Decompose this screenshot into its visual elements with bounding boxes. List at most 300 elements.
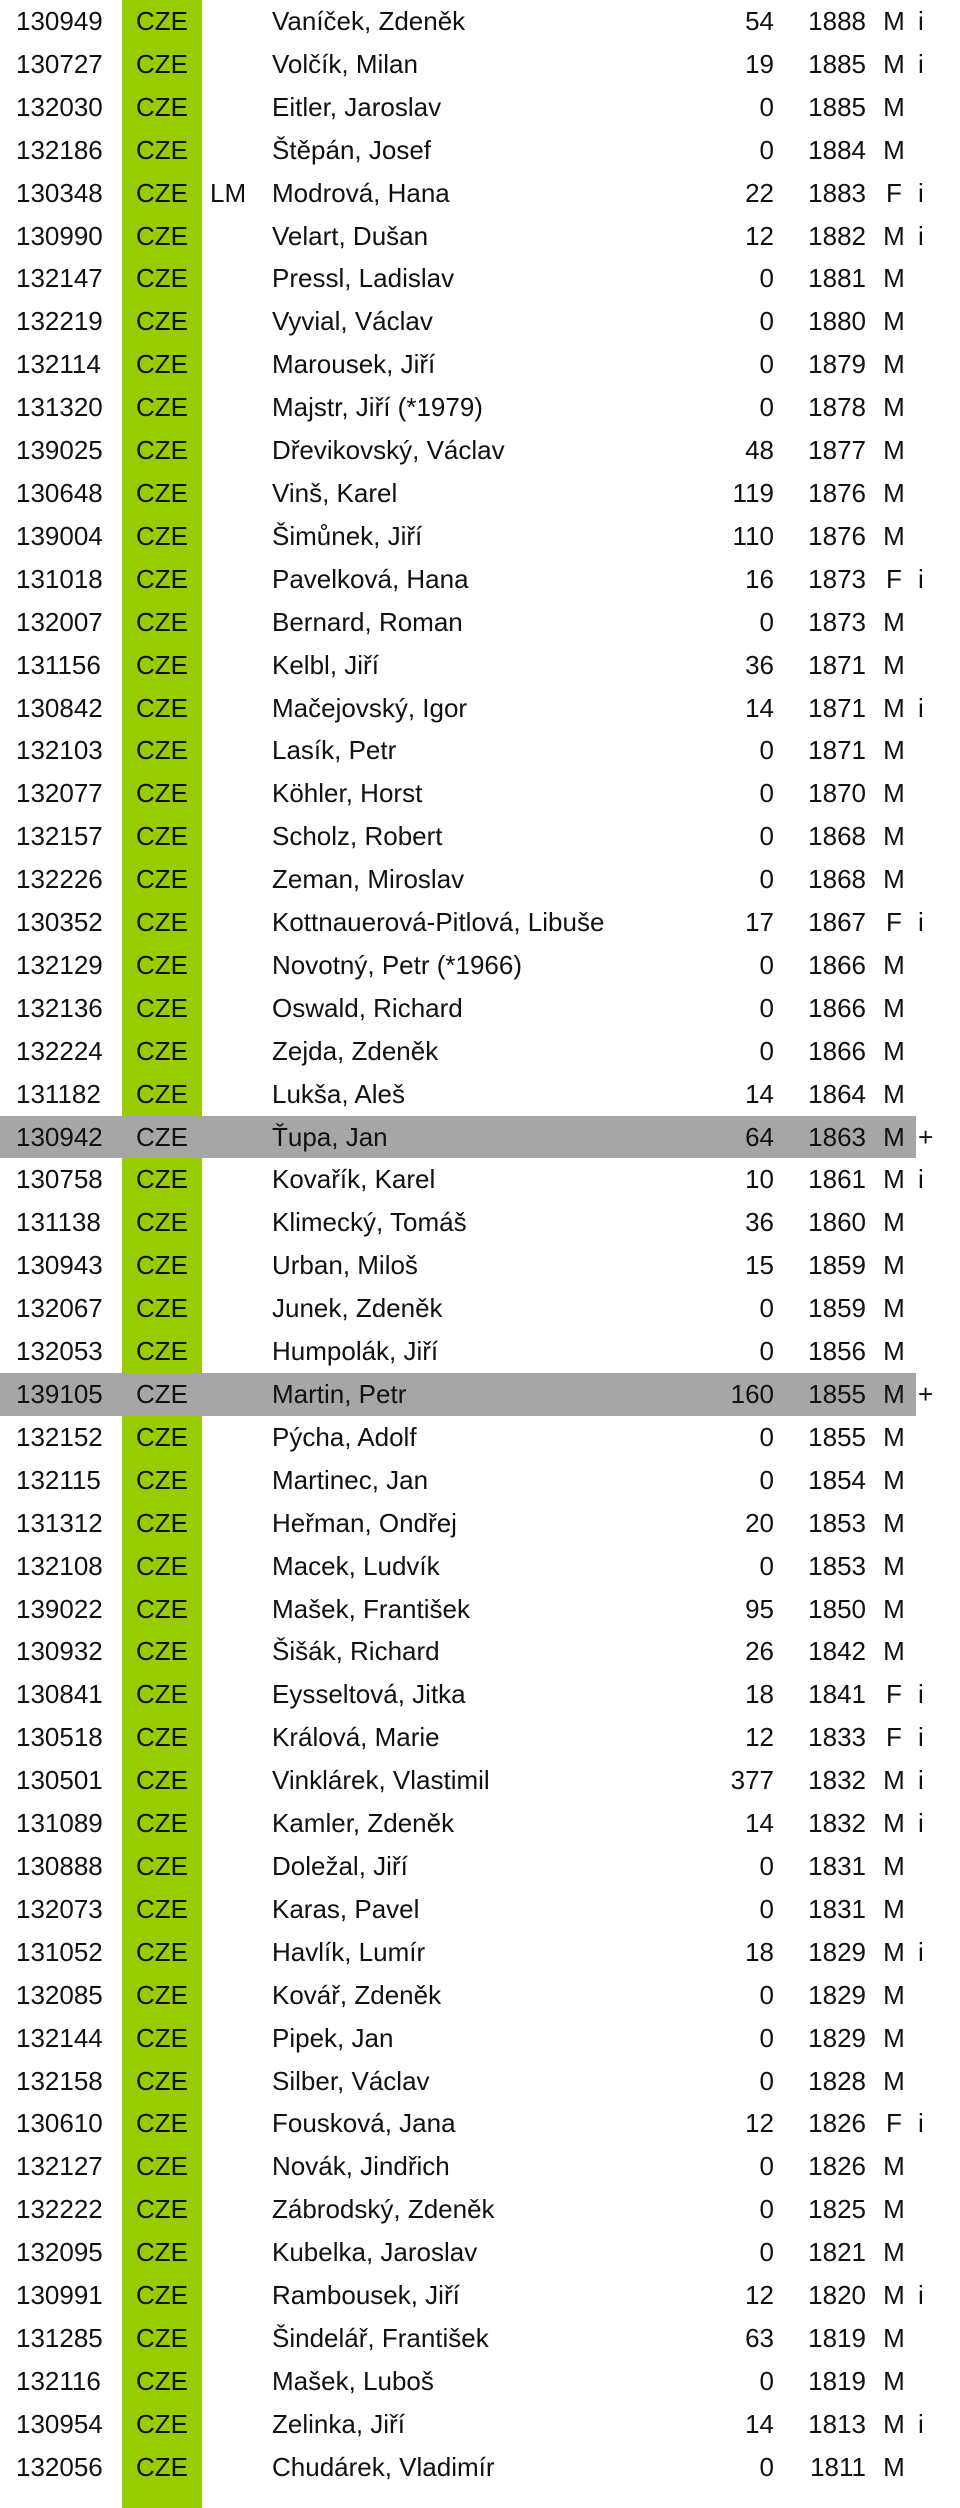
sex: M — [883, 649, 905, 680]
sex: M — [883, 1464, 905, 1495]
federation: CZE — [136, 263, 188, 294]
player-title — [202, 2060, 266, 2103]
player-name: Vaníček, Zdeněk — [272, 6, 466, 36]
player-name: Köhler, Horst — [272, 778, 423, 809]
status-flag: + — [918, 1379, 934, 1409]
rating-value: 1856 — [808, 1336, 866, 1367]
status-flag — [916, 2360, 960, 2403]
player-name: Kovář, Zdeněk — [272, 1979, 442, 2010]
player-id: 139025 — [16, 435, 103, 466]
federation: CZE — [136, 2451, 188, 2482]
player-title — [202, 1073, 266, 1116]
federation: CZE — [136, 1636, 188, 1667]
player-id: 132224 — [16, 1035, 103, 1066]
player-id: 130942 — [0, 1116, 122, 1159]
player-name: Havlík, Lumír — [272, 1936, 426, 1967]
status-flag: i — [918, 1164, 924, 1195]
games-count: 110 — [732, 520, 774, 551]
table-row — [0, 300, 960, 343]
player-name: Mašek, František — [272, 1593, 470, 1624]
rating-value: 1821 — [808, 2237, 866, 2268]
player-name: Klimecký, Tomáš — [272, 1207, 467, 1238]
sex: M — [883, 6, 905, 36]
sex: M — [883, 2408, 905, 2439]
games-count: 14 — [745, 1078, 774, 1109]
games-count: 0 — [759, 1421, 774, 1452]
games-count: 14 — [745, 2408, 774, 2439]
table-row — [0, 2145, 960, 2188]
federation: CZE — [136, 134, 188, 165]
status-flag — [916, 1888, 960, 1931]
federation: CZE — [136, 2108, 188, 2139]
status-flag — [916, 858, 960, 901]
games-count: 160 — [666, 1373, 780, 1416]
games-count: 0 — [759, 2022, 774, 2053]
status-flag — [916, 1073, 960, 1116]
rating-value: 1885 — [808, 48, 866, 79]
sex: M — [883, 2151, 905, 2182]
player-id: 130991 — [16, 2280, 103, 2311]
status-flag — [916, 729, 960, 772]
rating-value: 1811 — [810, 2451, 866, 2482]
games-count: 0 — [759, 2451, 774, 2482]
player-id: 130648 — [16, 477, 103, 508]
table-row — [0, 343, 960, 386]
federation: CZE — [136, 520, 188, 551]
federation: CZE — [136, 735, 188, 766]
table-row — [0, 944, 960, 987]
player-name: Macek, Ludvík — [272, 1550, 440, 1581]
games-count: 22 — [745, 177, 774, 208]
rating-value: 1855 — [780, 1373, 872, 1416]
status-flag — [916, 815, 960, 858]
table-row — [0, 472, 960, 515]
status-flag — [916, 2060, 960, 2103]
federation: CZE — [136, 306, 188, 337]
rating-value: 1881 — [808, 263, 866, 294]
player-title — [202, 1802, 266, 1845]
games-count: 0 — [759, 91, 774, 122]
federation: CZE — [136, 1893, 188, 1924]
player-id: 132073 — [16, 1893, 103, 1924]
rating-value: 1861 — [808, 1164, 866, 1195]
player-id: 132067 — [16, 1293, 103, 1324]
player-id: 131052 — [16, 1936, 103, 1967]
rating-value: 1853 — [808, 1550, 866, 1581]
sex: F — [886, 2108, 902, 2139]
sex: F — [886, 907, 902, 938]
federation: CZE — [136, 1808, 188, 1839]
player-name: Fousková, Jana — [272, 2108, 456, 2139]
player-name: Majstr, Jiří (*1979) — [272, 392, 483, 423]
player-id: 130352 — [16, 907, 103, 938]
player-title — [202, 1545, 266, 1588]
games-count: 0 — [759, 1336, 774, 1367]
rating-value: 1819 — [808, 2365, 866, 2396]
table-row — [0, 1073, 960, 1116]
player-id: 131018 — [16, 563, 103, 594]
federation: CZE — [136, 821, 188, 852]
federation: CZE — [136, 864, 188, 895]
rating-value: 1855 — [808, 1421, 866, 1452]
player-title — [202, 772, 266, 815]
games-count: 26 — [745, 1636, 774, 1667]
player-id: 130758 — [16, 1164, 103, 1195]
player-name: Heřman, Ondřej — [272, 1507, 457, 1538]
player-title — [202, 1974, 266, 2017]
sex: M — [883, 1164, 905, 1195]
games-count: 48 — [745, 435, 774, 466]
player-id: 132129 — [16, 949, 103, 980]
table-row — [0, 257, 960, 300]
status-flag: i — [918, 907, 924, 938]
player-title — [202, 901, 266, 944]
player-title — [202, 1588, 266, 1631]
sex: M — [883, 263, 905, 294]
table-row — [0, 1459, 960, 1502]
player-name: Šimůnek, Jiří — [272, 520, 423, 551]
player-name: Karas, Pavel — [272, 1893, 420, 1924]
games-count: 0 — [759, 992, 774, 1023]
federation: CZE — [136, 907, 188, 938]
player-title — [202, 1287, 266, 1330]
sex: M — [883, 2322, 905, 2353]
player-id: 130610 — [16, 2108, 103, 2139]
games-count: 36 — [745, 1207, 774, 1238]
player-name: Bernard, Roman — [272, 606, 463, 637]
rating-value: 1859 — [808, 1293, 866, 1324]
table-row — [0, 644, 960, 687]
games-count: 10 — [745, 1164, 774, 1195]
player-name: Scholz, Robert — [272, 821, 443, 852]
player-id: 131089 — [16, 1808, 103, 1839]
games-count: 0 — [759, 2237, 774, 2268]
player-id: 130954 — [16, 2408, 103, 2439]
player-name: Marousek, Jiří — [272, 349, 436, 380]
status-flag — [916, 1630, 960, 1673]
federation: CZE — [136, 1078, 188, 1109]
rating-value: 1842 — [808, 1636, 866, 1667]
player-id: 132077 — [16, 778, 103, 809]
player-title — [202, 1502, 266, 1545]
table-row — [0, 1373, 960, 1416]
player-name: Junek, Zdeněk — [272, 1293, 443, 1324]
player-id: 131182 — [16, 1078, 101, 1109]
games-count: 0 — [759, 778, 774, 809]
sex: M — [883, 821, 905, 852]
table-row — [0, 129, 960, 172]
table-row — [0, 1116, 960, 1159]
player-id: 130842 — [16, 692, 103, 723]
rating-value: 1876 — [808, 520, 866, 551]
rating-value: 1866 — [808, 949, 866, 980]
player-name: Eysseltová, Jitka — [272, 1679, 466, 1710]
rating-value: 1866 — [808, 992, 866, 1023]
player-name: Novotný, Petr (*1966) — [272, 949, 523, 980]
table-row — [0, 215, 960, 258]
status-flag — [916, 129, 960, 172]
player-title — [202, 1630, 266, 1673]
federation: CZE — [136, 477, 188, 508]
rating-value: 1853 — [808, 1507, 866, 1538]
player-title — [202, 515, 266, 558]
federation: CZE — [136, 649, 188, 680]
table-row — [0, 1888, 960, 1931]
sex: M — [883, 2022, 905, 2053]
status-flag — [916, 86, 960, 129]
table-row — [0, 1974, 960, 2017]
player-name: Zelinka, Jiří — [272, 2408, 405, 2439]
player-name: Chudárek, Vladimír — [272, 2451, 495, 2482]
player-id: 132114 — [16, 349, 101, 380]
games-count: 0 — [759, 606, 774, 637]
table-row — [0, 1545, 960, 1588]
sex: M — [883, 1979, 905, 2010]
player-id: 132095 — [16, 2237, 103, 2268]
player-name: Kelbl, Jiří — [272, 649, 379, 680]
player-id: 131312 — [16, 1507, 103, 1538]
federation: CZE — [136, 1293, 188, 1324]
rating-value: 1850 — [808, 1593, 866, 1624]
player-name: Volčík, Milan — [272, 48, 418, 79]
table-row — [0, 1416, 960, 1459]
games-count: 0 — [759, 306, 774, 337]
table-row — [0, 429, 960, 472]
player-name: Zejda, Zdeněk — [272, 1035, 439, 1066]
player-name: Vyvial, Václav — [272, 306, 433, 337]
games-count: 20 — [745, 1507, 774, 1538]
player-name: Velart, Dušan — [272, 220, 429, 251]
player-title — [202, 472, 266, 515]
sex: M — [883, 1293, 905, 1324]
games-count: 0 — [759, 263, 774, 294]
federation: CZE — [136, 1936, 188, 1967]
table-row — [0, 1759, 960, 1802]
federation: CZE — [136, 220, 188, 251]
sex: M — [883, 1078, 905, 1109]
player-title — [202, 729, 266, 772]
player-name: Silber, Václav — [272, 2065, 430, 2096]
status-flag — [916, 601, 960, 644]
table-row — [0, 2231, 960, 2274]
rating-value: 1829 — [808, 1979, 866, 2010]
rating-value: 1826 — [808, 2151, 866, 2182]
table-row — [0, 1588, 960, 1631]
player-id: 132007 — [16, 606, 103, 637]
sex: M — [883, 1250, 905, 1281]
federation: CZE — [136, 91, 188, 122]
status-flag — [916, 772, 960, 815]
player-title — [202, 0, 266, 43]
sex: M — [883, 435, 905, 466]
table-row — [0, 386, 960, 429]
status-flag — [916, 2188, 960, 2231]
rating-value: 1832 — [808, 1765, 866, 1796]
games-count: 119 — [732, 477, 774, 508]
player-name: Mašek, Luboš — [272, 2365, 434, 2396]
player-title — [202, 558, 266, 601]
games-count: 0 — [759, 1893, 774, 1924]
rating-value: 1820 — [808, 2280, 866, 2311]
status-flag — [916, 1502, 960, 1545]
player-name: Vinš, Karel — [272, 477, 398, 508]
player-title — [202, 1244, 266, 1287]
games-count: 0 — [759, 1464, 774, 1495]
table-row — [0, 2188, 960, 2231]
player-id: 132056 — [16, 2451, 103, 2482]
games-count: 19 — [745, 48, 774, 79]
player-name: Králová, Marie — [272, 1722, 440, 1753]
federation: CZE — [136, 778, 188, 809]
player-title — [202, 386, 266, 429]
player-id: 131285 — [16, 2322, 103, 2353]
games-count: 0 — [759, 949, 774, 980]
federation: CZE — [136, 992, 188, 1023]
rating-value: 1863 — [780, 1116, 872, 1159]
status-flag: i — [918, 1722, 924, 1753]
player-id: 132158 — [16, 2065, 103, 2096]
status-flag — [916, 1201, 960, 1244]
games-count: 377 — [730, 1765, 774, 1796]
status-flag — [916, 2317, 960, 2360]
player-id: 130888 — [16, 1850, 103, 1881]
player-id: 132053 — [16, 1336, 103, 1367]
player-id: 139022 — [16, 1593, 103, 1624]
player-id: 132186 — [16, 134, 103, 165]
status-flag — [916, 1459, 960, 1502]
federation: CZE — [136, 949, 188, 980]
player-title — [202, 129, 266, 172]
status-flag — [916, 987, 960, 1030]
rating-value: 1859 — [808, 1250, 866, 1281]
player-id: 132226 — [16, 864, 103, 895]
sex: M — [883, 1936, 905, 1967]
table-row — [0, 86, 960, 129]
status-flag: i — [918, 1936, 924, 1967]
player-id: 132030 — [16, 91, 103, 122]
rating-value: 1832 — [808, 1808, 866, 1839]
player-name: Šišák, Richard — [272, 1636, 440, 1667]
sex: M — [883, 520, 905, 551]
table-row — [0, 772, 960, 815]
player-title — [202, 1330, 266, 1373]
rating-value: 1860 — [808, 1207, 866, 1238]
player-id: 132103 — [16, 735, 103, 766]
games-count: 0 — [759, 735, 774, 766]
rating-value: 1878 — [808, 392, 866, 423]
rating-value: 1884 — [808, 134, 866, 165]
status-flag — [916, 1244, 960, 1287]
status-flag — [916, 472, 960, 515]
status-flag: i — [918, 2280, 924, 2311]
games-count: 14 — [745, 692, 774, 723]
federation: CZE — [136, 692, 188, 723]
sex: M — [883, 2065, 905, 2096]
federation: CZE — [136, 1722, 188, 1753]
player-id: 130841 — [16, 1679, 103, 1710]
status-flag — [916, 1330, 960, 1373]
sex: M — [883, 2237, 905, 2268]
games-count: 12 — [745, 220, 774, 251]
rating-value: 1876 — [808, 477, 866, 508]
player-name: Kottnauerová-Pitlová, Libuše — [272, 907, 605, 938]
table-row — [0, 815, 960, 858]
player-title — [202, 644, 266, 687]
player-title — [202, 2017, 266, 2060]
table-row — [0, 0, 960, 43]
table-row — [0, 1802, 960, 1845]
status-flag — [916, 515, 960, 558]
status-flag — [916, 343, 960, 386]
player-title — [202, 2360, 266, 2403]
status-flag — [916, 2231, 960, 2274]
player-name: Vinklárek, Vlastimil — [272, 1765, 490, 1796]
player-name: Lukša, Aleš — [272, 1078, 405, 1109]
games-count: 63 — [745, 2322, 774, 2353]
player-title — [202, 1116, 266, 1159]
rating-value: 1870 — [808, 778, 866, 809]
games-count: 0 — [759, 1035, 774, 1066]
federation: CZE — [136, 2022, 188, 2053]
player-id: 130990 — [16, 220, 103, 251]
status-flag: i — [918, 2108, 924, 2139]
status-flag: i — [918, 2408, 924, 2439]
player-title — [202, 2446, 266, 2489]
games-count: 0 — [759, 2365, 774, 2396]
games-count: 0 — [759, 1850, 774, 1881]
player-name: Zeman, Miroslav — [272, 864, 465, 895]
table-row — [0, 1330, 960, 1373]
player-title — [202, 944, 266, 987]
player-id: 132116 — [16, 2365, 101, 2396]
player-name: Urban, Miloš — [272, 1250, 418, 1281]
games-count: 12 — [745, 1722, 774, 1753]
rating-value: 1819 — [808, 2322, 866, 2353]
table-row — [0, 43, 960, 86]
sex: M — [883, 778, 905, 809]
rating-value: 1883 — [808, 177, 866, 208]
status-flag — [916, 300, 960, 343]
rating-value: 1866 — [808, 1035, 866, 1066]
sex: M — [883, 2365, 905, 2396]
table-row — [0, 1931, 960, 1974]
sex: M — [883, 2280, 905, 2311]
rating-value: 1833 — [808, 1722, 866, 1753]
table-row — [0, 1845, 960, 1888]
sex: M — [883, 48, 905, 79]
sex: F — [886, 1722, 902, 1753]
games-count: 12 — [745, 2108, 774, 2139]
federation: CZE — [136, 1035, 188, 1066]
table-row — [0, 987, 960, 1030]
sex: M — [883, 1336, 905, 1367]
player-title — [202, 1459, 266, 1502]
games-count: 16 — [745, 563, 774, 594]
player-id: 131138 — [16, 1207, 101, 1238]
table-row — [0, 515, 960, 558]
table-row — [0, 2274, 960, 2317]
federation: CZE — [136, 606, 188, 637]
table-row — [0, 2317, 960, 2360]
status-flag: i — [918, 6, 924, 36]
player-title — [202, 1158, 266, 1201]
sex: M — [883, 949, 905, 980]
player-id: 130949 — [16, 6, 103, 36]
player-title — [202, 2317, 266, 2360]
player-name: Novák, Jindřich — [272, 2151, 450, 2182]
status-flag — [916, 1845, 960, 1888]
table-row — [0, 729, 960, 772]
